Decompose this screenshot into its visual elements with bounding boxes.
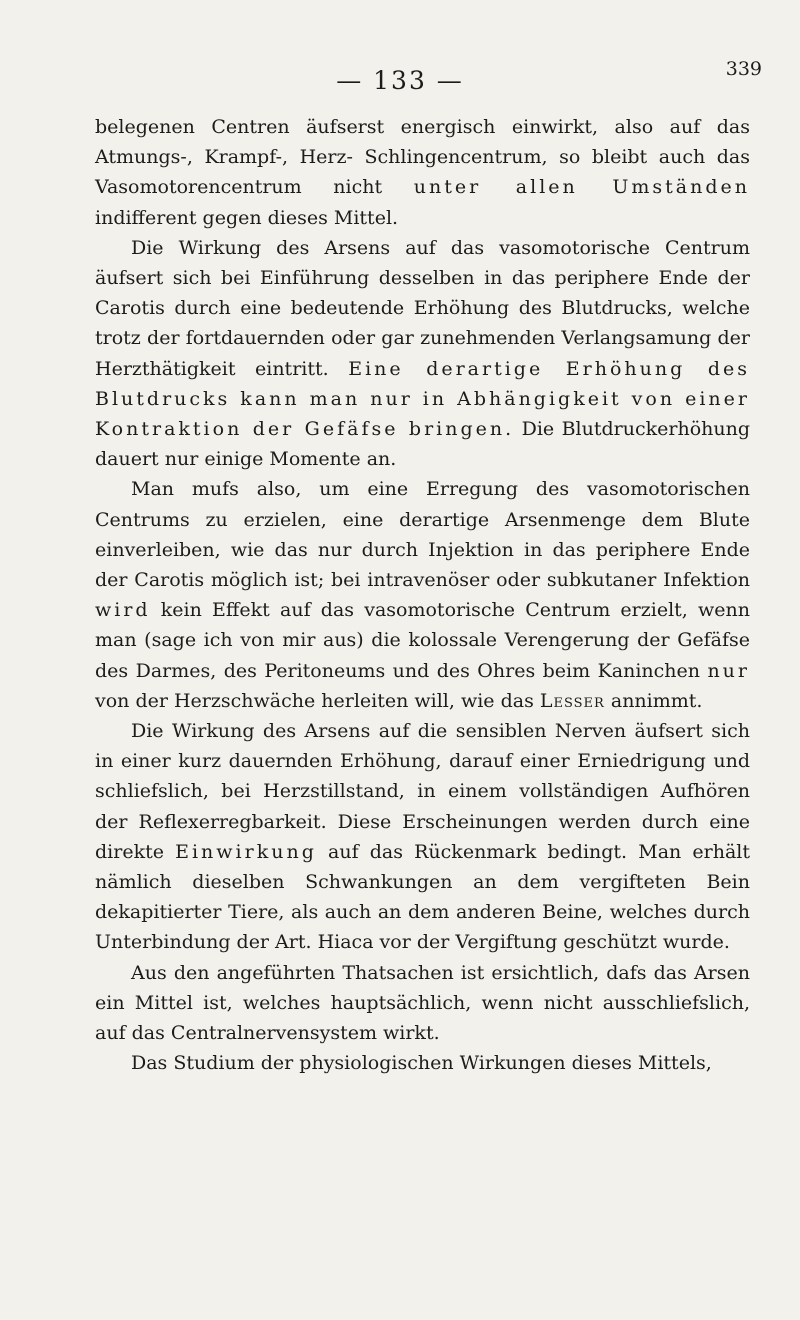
paragraph-2: Die Wirkung des Arsens auf das vasomotorische Centrum äufsert sich bei Einführung desselben in das periphere Ende der Carotis durch eine bedeutende Erhöhung des Blutdrucks, welche trotz der fortdauernden oder gar zunehmenden Verlangsamung der Herzthätigkeit eintritt. Eine derartige Erhöhung des Blutdrucks kann man nur in Abhängigkeit von einer Kontraktion der Gefäfse bringen. Die Blutdruckerhöhung dauert nur einige Momente an.: [95, 236, 750, 471]
paragraph-1: belegenen Centren äufserst energisch einwirkt, also auf das Atmungs-, Krampf-, Herz- Schlingencentrum, so bleibt auch das Vasomotorencentrum nicht unter allen Umständen indifferent gegen dieses Mittel.: [95, 116, 750, 229]
paragraph-6: Das Studium der physiologischen Wirkungen dieses Mittels,: [131, 1052, 712, 1075]
original-page-number: 339: [725, 58, 762, 80]
spaced-emphasis: wird: [95, 599, 151, 622]
spaced-emphasis: unter allen Umständen: [413, 176, 750, 199]
page-number: — 133 —: [336, 66, 464, 95]
author-name: Lesser: [539, 689, 605, 712]
spaced-emphasis: nur: [707, 659, 750, 682]
paragraph-4: Die Wirkung des Arsens auf die sensiblen Nerven äufsert sich in einer kurz dauernden Erhöhung, darauf einer Erniedrigung und schliefslich, bei Herzstillstand, in einem vollständigen Aufhören der Reflexerregbarkeit. Diese Erscheinungen werden durch eine direkte Einwirkung auf das Rückenmark bedingt. Man erhält nämlich dieselben Schwankungen an dem vergifteten Bein dekapitierter Tiere, als auch an dem anderen Beine, welches durch Unterbindung der Art. Hiaca vor der Vergiftung geschützt wurde.: [95, 720, 750, 954]
spaced-emphasis: Einwirkung: [175, 840, 317, 863]
spaced-emphasis: Eine derartige Erhöhung des Blutdrucks kann man nur in Abhängigkeit von einer Kontraktion der Gefäfse bringen.: [95, 357, 750, 441]
paragraph-5: Aus den angeführten Thatsachen ist ersichtlich, dafs das Arsen ein Mittel ist, welches hauptsächlich, wenn nicht ausschliefslich, auf das Centralnervensystem wirkt.: [95, 961, 750, 1045]
body-text: [95, 112, 750, 1079]
paragraph-3: Man mufs also, um eine Erregung des vasomotorischen Centrums zu erzielen, eine derartige Arsenmenge dem Blute einverleiben, wie das nur durch Injektion in das periphere Ende der Carotis möglich ist; bei intravenöser oder subkutaner Infektion wird kein Effekt auf das vasomotorische Centrum erzielt, wenn man (sage ich von mir aus) die kolossale Verengerung der Gefäfse des Darmes, des Peritoneums und des Ohres beim Kaninchen nur von der Herzschwäche herleiten will, wie das Lesser annimmt.: [95, 478, 750, 712]
